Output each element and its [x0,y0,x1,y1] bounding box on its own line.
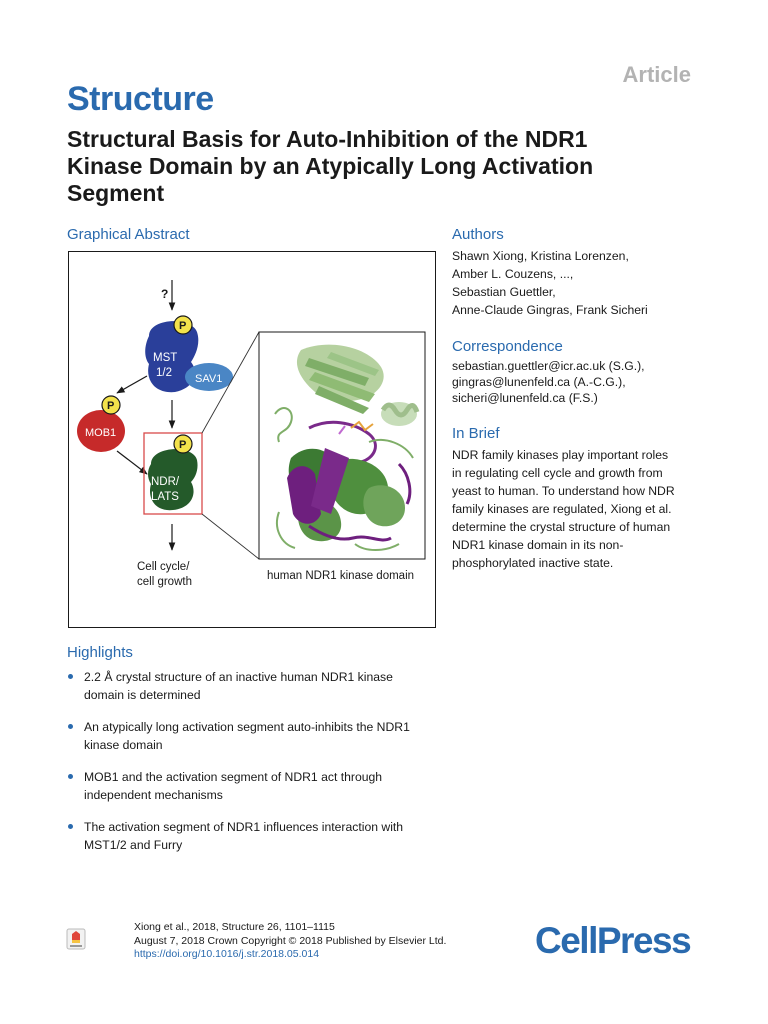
mst-label-line2: 1/2 [156,367,172,379]
graphical-abstract-heading: Graphical Abstract [67,226,190,243]
question-mark-label: ? [161,287,169,301]
check-for-updates-icon[interactable] [66,928,86,950]
bullet-icon [68,824,73,829]
bullet-icon [68,724,73,729]
ndr-label-line2: LATS [151,491,179,503]
bullet-icon [68,774,73,779]
graphical-abstract-diagram [69,252,437,629]
highlights-heading: Highlights [67,644,133,661]
authors-list [452,247,732,319]
article-title: Structural Basis for Auto-Inhibition of the NDR1 Kinase Domain by an Atypically Long Activation Segment [67,126,594,206]
mst-label-line1: MST [153,352,178,364]
highlight-item: 2.2 Å crystal structure of an inactive human NDR1 kinase domain is determined [67,668,447,704]
in-brief-text [452,446,742,572]
in-brief-line: family kinases are regulated, Xiong et al. [452,502,672,516]
in-brief-line: NDR family kinases play important roles [452,448,669,462]
authors-heading: Authors [452,226,504,243]
citation-text: Xiong et al., 2018, Structure 26, 1101–1115 [134,921,335,933]
in-brief-line: determine the crystal structure of human [452,520,671,534]
in-brief-line: NDR1 kinase domain in its non- [452,538,624,552]
authors-line[interactable]: Sebastian Guettler, [452,285,556,299]
correspondence-email[interactable]: sicheri@lunenfeld.ca (F.S.) [452,391,598,405]
structure-caption: human NDR1 kinase domain [267,570,415,582]
authors-line[interactable]: Shawn Xiong, Kristina Lorenzen, [452,249,629,263]
ndr-label-line1: NDR/ [151,476,180,488]
mob1-phospho-label: P [107,400,115,412]
authors-line[interactable]: Anne-Claude Gingras, Frank Sicheri [452,303,648,317]
highlight-item: The activation segment of NDR1 influences interaction with MST1/2 and Furry [67,818,447,854]
mst-phospho-label: P [179,320,187,332]
highlights-list [67,668,447,868]
authors-line[interactable]: Amber L. Couzens, ..., [452,267,574,281]
bullet-icon [68,674,73,679]
zoom-line-bottom [202,514,259,559]
correspondence-email[interactable]: sebastian.guettler@icr.ac.uk (S.G.), [452,359,645,373]
correspondence-heading: Correspondence [452,338,563,355]
article-type-label: Article [622,62,691,87]
citation-footer [134,921,446,962]
highlight-item: MOB1 and the activation segment of NDR1 act through independent mechanisms [67,768,447,804]
graphical-abstract-figure [68,251,436,628]
correspondence-list [452,358,732,406]
in-brief-line: yeast to human. To understand how NDR [452,484,675,498]
outcome-label-line2: cell growth [137,576,192,588]
in-brief-heading: In Brief [452,425,500,442]
copyright-text: August 7, 2018 Crown Copyright © 2018 Published by Elsevier Ltd. [134,934,447,947]
ndr-phospho-label: P [179,439,187,451]
highlight-item: An atypically long activation segment auto-inhibits the NDR1 kinase domain [67,718,447,754]
in-brief-line: phosphorylated inactive state. [452,556,614,570]
sav1-label: SAV1 [195,373,223,385]
mob1-label: MOB1 [85,427,117,439]
correspondence-email[interactable]: gingras@lunenfeld.ca (A.-C.G.), [452,375,626,389]
mob1-to-ndr-arrow [117,451,147,474]
doi-link[interactable]: https://doi.org/10.1016/j.str.2018.05.014 [134,948,320,960]
in-brief-line: in regulating cell cycle and growth from [452,466,663,480]
cellpress-logo[interactable]: CellPress [535,920,691,961]
journal-name[interactable]: Structure [67,80,214,118]
mst-to-mob1-arrow [117,376,147,393]
outcome-label-line1: Cell cycle/ [137,561,190,573]
